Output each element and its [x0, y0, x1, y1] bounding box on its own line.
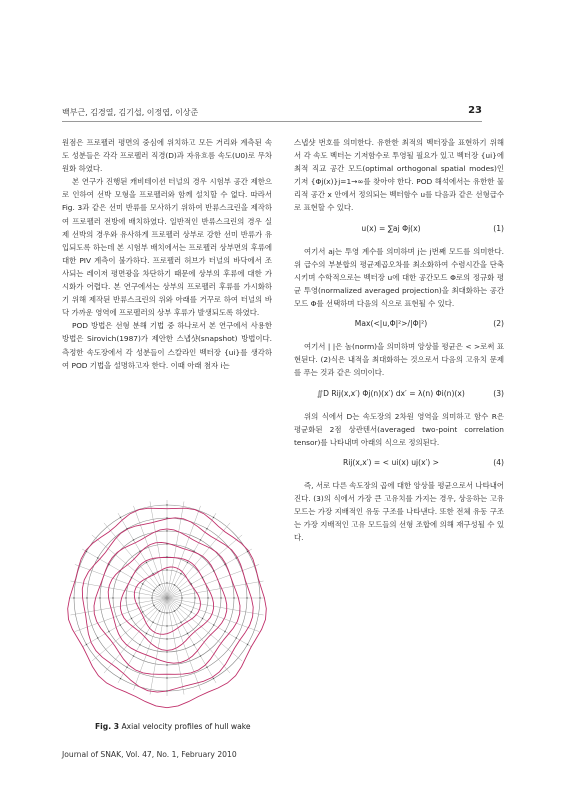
hull-wake-polar-plot: [62, 470, 272, 715]
ring-tick: [213, 517, 214, 518]
ring-tick: [152, 573, 153, 574]
figure-caption: [95, 722, 251, 731]
ring-tick: [180, 573, 181, 574]
ring-tick: [139, 644, 140, 645]
ring-tick: [166, 664, 167, 665]
page-number: 23: [468, 105, 482, 116]
ring-tick: [224, 564, 225, 565]
ring-tick: [133, 655, 134, 656]
ring-tick: [112, 597, 113, 598]
left-paragraph-3: POD 방법은 선형 분해 기법 중 하나로서 본 연구에서 사용한 방법은 Sirovich(1987)가 제안한 스냅샷(snapshot) 방법이다. 측정한 속도장에서 각 성분들이 스칼라인 벡터장 {ui}를 생각하여 POD 기법을 설명하고자 한다. 이때 아래 첨자 i는: [62, 321, 272, 370]
ring-tick: [166, 651, 167, 652]
ring-tick: [151, 597, 152, 598]
polar-spokes: [69, 500, 265, 696]
ring-tick: [233, 597, 234, 598]
ring-tick: [166, 625, 167, 626]
ring-tick: [213, 570, 214, 571]
right-paragraph-4: 위의 식에서 D는 속도장의 2차원 영역을 의미하고 함수 R은 평균화된 2점 상관텐서(averaged two-point correlation tensor)를 나타내며 아래의 식으로 정의된다.: [294, 411, 504, 447]
ring-tick: [181, 597, 182, 598]
ring-tick: [220, 597, 221, 598]
ring-tick: [146, 562, 147, 563]
ring-tick: [146, 633, 147, 634]
ring-tick: [131, 618, 132, 619]
ring-tick: [120, 570, 121, 571]
ring-tick: [86, 644, 87, 645]
ring-tick: [206, 528, 207, 529]
ring-tick: [166, 690, 167, 691]
equation-2: [294, 317, 504, 330]
ring-tick: [200, 539, 201, 540]
ring-tick: [191, 611, 192, 612]
equation-4: [294, 456, 504, 469]
ring-tick: [139, 551, 140, 552]
ring-tick: [153, 590, 154, 591]
ring-tick: [179, 605, 180, 606]
figure-caption-label: Fig. 3: [95, 722, 120, 731]
ring-tick: [99, 597, 100, 598]
ring-tick: [200, 655, 201, 656]
left-paragraph-2: 본 연구가 진행된 캐비테이션 터널의 경우 시험부 공간 제한으로 인하여 선박 모형을 프로펠러와 함께 설치할 수 없다. 따라서 Fig. 3과 같은 선미 반류를 모사하기 위하여 반류스크린을 제작하여 프로펠러 전방에 배치하였다. 일반적인 반류스크린의 경우 실제 선박의 경우와 유사하게 프로펠러 상부로 강한 선미 반류가 유입되도록 하는데 본 시험부 배치에서는 프로펠러 상부면의 후류에 대한 PIV 계측이 불가하다. 프로펠러 허브가 터널의 바닥에서 조사되는 레이저 평면광을 차단하기 때문에 상부의 후류에 대한 가시화가 어렵다. 본 연구에서는 상부의 프로펠러 후류를 가시화하기 위해 제작된 반류스크린의 위와 아래를 거꾸로 하여 터널의 바닥 가까운 영역에 프로펠러의 상부 후류가 발생되도록 하였다.: [62, 177, 272, 318]
ring-tick: [180, 622, 181, 623]
ring-tick: [246, 597, 247, 598]
ring-tick: [125, 597, 126, 598]
equation-2-number: (2): [493, 319, 504, 329]
wake-contour: [108, 542, 227, 663]
ring-tick: [179, 590, 180, 591]
ring-tick: [97, 637, 98, 638]
ring-tick: [187, 562, 188, 563]
figure-3: [62, 470, 272, 715]
ring-tick: [259, 597, 260, 598]
journal-footer: Journal of SNAK, Vol. 47, No. 1, February 2010: [62, 750, 237, 759]
ring-tick: [213, 678, 214, 679]
ring-tick: [202, 618, 203, 619]
ring-tick: [224, 631, 225, 632]
ring-tick: [202, 577, 203, 578]
ring-tick: [236, 557, 237, 558]
ring-tick: [166, 582, 167, 583]
ring-tick: [166, 677, 167, 678]
equation-3-number: (3): [493, 388, 504, 398]
ring-tick: [236, 637, 237, 638]
ring-tick: [142, 611, 143, 612]
figure-caption-text: Axial velocity profiles of hull wake: [121, 722, 251, 731]
running-header-authors: 백부근, 김경열, 김기섭, 이정엽, 이상준: [62, 108, 199, 117]
ring-tick: [193, 644, 194, 645]
equation-1: [294, 222, 504, 235]
ring-tick: [126, 667, 127, 668]
ring-tick: [247, 644, 248, 645]
ring-tick: [166, 543, 167, 544]
ring-tick: [191, 583, 192, 584]
ring-tick: [97, 557, 98, 558]
ring-tick: [126, 528, 127, 529]
ring-tick: [108, 631, 109, 632]
right-paragraph-2: 여기서 aj는 투영 계수를 의미하며 j는 j번째 모드를 의미한다. 위 급수의 부분합의 평균제곱오차를 최소화하여 수렴시간을 단축시키며 수학적으로는 벡터장 u에 대한 공간모드 Φ로의 정규화 평균 투영(normalized averaged projection)을 최대화하는 공간 모드 Φ를 선택하며 다음의 식으로 표현될 수 있다.: [294, 246, 504, 309]
equation-1-number: (1): [493, 223, 504, 233]
equation-4-number: (4): [493, 457, 504, 467]
ring-tick: [131, 577, 132, 578]
ring-tick: [166, 504, 167, 505]
header-divider: [62, 121, 482, 122]
right-column: [294, 136, 504, 544]
ring-tick: [133, 539, 134, 540]
ring-tick: [213, 624, 214, 625]
ring-tick: [166, 638, 167, 639]
ring-tick: [166, 517, 167, 518]
equation-1-expr: u(x) = ∑aj Φj(x): [361, 223, 421, 233]
ring-tick: [187, 633, 188, 634]
left-paragraph-1: 원점은 프로펠러 평면의 중심에 위치하고 모든 거리와 계측된 속도 성분들은 각각 프로펠러 직경(D)과 자유흐름 속도(U0)로 무차원화 하였다.: [62, 138, 272, 174]
ring-tick: [166, 612, 167, 613]
ring-tick: [152, 622, 153, 623]
ring-tick: [73, 597, 74, 598]
ring-tick: [206, 667, 207, 668]
right-paragraph-5: 즉, 서로 다른 속도장의 곱에 대한 앙상블 평균으로서 나타내어진다. (3)의 식에서 가장 큰 고유치를 가지는 경우, 상응하는 고유 모드는 가장 지배적인 유동 구조를 나타낸다. 또한 전체 유동 구조는 가장 지배적인 고유 모드들의 선형 조합에 의해 재구성될 수 있다.: [294, 480, 504, 543]
ring-tick: [247, 551, 248, 552]
ring-tick: [86, 551, 87, 552]
ring-tick: [174, 610, 175, 611]
ring-tick: [166, 556, 167, 557]
ring-tick: [120, 624, 121, 625]
ring-tick: [138, 597, 139, 598]
ring-tick: [120, 517, 121, 518]
ring-tick: [153, 605, 154, 606]
ring-tick: [207, 597, 208, 598]
ring-tick: [120, 678, 121, 679]
equation-3-expr: ∬D Rij(x,x′) Φj(n)(x′) dx′ = λ(n) Φi(n)(x): [317, 388, 465, 398]
right-paragraph-1: 스냅샷 번호를 의미한다. 유한한 최적의 벡터장을 표현하기 위해서 각 속도 벡터는 기저함수로 투영될 필요가 있고 벡터장 {ui}에 최적 직교 공간 모드(optimal orthogonal spatial modes)인 기저 {Φj(x)}j=1→∞를 찾아야 한다. POD 해석에서는 유한한 물리적 공간 x 안에서 정의되는 벡터함수 u를 다음과 같은 선형급수로 표현할 수 있다.: [294, 138, 504, 213]
equation-3: [294, 387, 504, 400]
ring-tick: [174, 584, 175, 585]
right-paragraph-3: 여기서 | |은 놈(norm)을 의미하며 앙상블 평균은 < >로써 표현된다. (2)식은 내적을 최대화하는 것으로서 다음의 고유치 문제를 푸는 것과 같은 의미이다.: [294, 342, 504, 378]
ring-tick: [166, 530, 167, 531]
ring-tick: [159, 610, 160, 611]
ring-tick: [194, 597, 195, 598]
ring-tick: [159, 584, 160, 585]
equation-2-expr: Max(<|u,Φ|²>/|Φ|²): [354, 319, 428, 329]
equation-4-expr: Rij(x,x′) = < ui(x) uj(x′) >: [342, 457, 440, 467]
left-column: [62, 136, 272, 372]
ring-tick: [108, 564, 109, 565]
ring-tick: [86, 597, 87, 598]
ring-tick: [166, 569, 167, 570]
ring-tick: [193, 551, 194, 552]
ring-tick: [142, 583, 143, 584]
